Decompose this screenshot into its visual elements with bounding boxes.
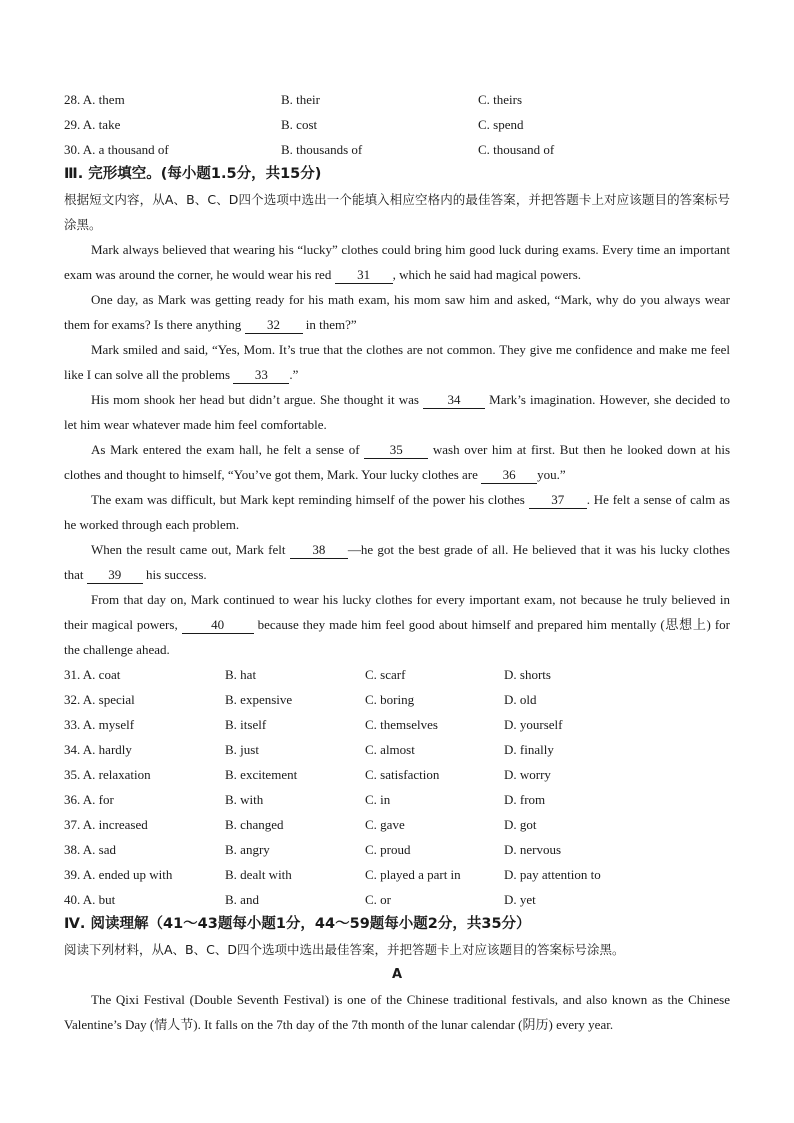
question-option-b: B. cost	[281, 116, 318, 132]
option-row	[64, 687, 730, 712]
question-option-c: C. spend	[478, 116, 524, 132]
blank-31: 31	[335, 267, 393, 284]
question-option-d: D. shorts	[504, 666, 551, 682]
question-option-b: B. just	[225, 741, 259, 757]
cloze-options	[64, 662, 730, 912]
question-option-a: 37. A. increased	[64, 816, 148, 832]
question-option-c: C. proud	[365, 841, 411, 857]
option-row	[64, 87, 730, 112]
question-option-b: B. angry	[225, 841, 270, 857]
question-option-c: C. scarf	[365, 666, 406, 682]
question-option-c: C. themselves	[365, 716, 438, 732]
passage-label: A	[391, 967, 403, 982]
question-option-b: B. thousands of	[281, 141, 363, 157]
question-option-a: 30. A. a thousand of	[64, 141, 169, 157]
question-option-c: C. played a part in	[365, 866, 461, 882]
question-option-c: C. satisfaction	[365, 766, 440, 782]
question-option-a: 36. A. for	[64, 791, 114, 807]
section-3-title: Ⅲ. 完形填空。(每小题1.5分，共15分)	[64, 166, 322, 182]
option-row	[64, 887, 730, 912]
passage-paragraph: His mom shook her head but didn’t argue. She thought it was 34 Mark’s imagination. However, she decided to let him wear whatever made him feel comfortable.	[64, 392, 730, 432]
section-4-title: Ⅳ. 阅读理解（41～43题每小题1分，44～59题每小题2分，共35分）	[64, 916, 531, 932]
blank-37: 37	[529, 492, 587, 509]
passage-paragraph: As Mark entered the exam hall, he felt a sense of 35 wash over him at first. But then he looked down at his clothes and thought to himself, “You’ve got them, Mark. Your lucky clothes are 36 you.”	[64, 442, 731, 482]
question-option-a: 39. A. ended up with	[64, 866, 173, 882]
question-option-c: C. in	[365, 791, 391, 807]
question-option-b: B. hat	[225, 666, 257, 682]
question-option-b: B. and	[225, 891, 259, 907]
blank-40: 40	[182, 617, 254, 634]
blank-34: 34	[423, 392, 485, 409]
option-row	[64, 737, 730, 762]
question-option-a: 33. A. myself	[64, 716, 135, 732]
question-option-c: C. thousand of	[478, 141, 555, 157]
section-3-instructions: 根据短文内容，从A、B、C、D四个选项中选出一个能填入相应空格内的最佳答案，并把答题卡上对应该题目的答案标号涂黑。	[64, 192, 730, 232]
option-row	[64, 787, 730, 812]
question-option-a: 34. A. hardly	[64, 741, 132, 757]
question-option-b: B. expensive	[225, 691, 293, 707]
question-option-a: 35. A. relaxation	[64, 766, 151, 782]
option-row	[64, 137, 730, 162]
question-option-c: C. or	[365, 891, 391, 907]
option-row	[64, 837, 730, 862]
option-row	[64, 812, 730, 837]
option-row	[64, 712, 730, 737]
exam-page	[64, 87, 730, 1037]
question-option-a: 38. A. sad	[64, 841, 117, 857]
option-row	[64, 112, 730, 137]
option-row	[64, 762, 730, 787]
option-row	[64, 662, 730, 687]
reading-paragraph: The Qixi Festival (Double Seventh Festival) is one of the Chinese traditional festivals, and also known as the Chinese Valentine’s Day (情人节). It falls on the 7th day of the 7th month of the lunar calendar (阴历) every year.	[64, 992, 730, 1032]
question-option-b: B. itself	[225, 716, 267, 732]
section-4-instructions: 阅读下列材料，从A、B、C、D四个选项中选出最佳答案，并把答题卡上对应该题目的答案标号涂黑。	[64, 942, 625, 957]
option-row	[64, 862, 730, 887]
passage-paragraph: Mark smiled and said, “Yes, Mom. It’s true that the clothes are not common. They give me confidence and make me feel like I can solve all the problems 33 .”	[64, 342, 730, 382]
previous-options	[64, 87, 730, 162]
question-option-d: D. old	[504, 691, 537, 707]
question-option-c: C. boring	[365, 691, 415, 707]
question-option-b: B. their	[281, 91, 320, 107]
blank-36: 36	[481, 467, 537, 484]
passage-paragraph: From that day on, Mark continued to wear his lucky clothes for every important exam, not because he truly believed in their magical powers, 40 because they made him feel good about himself and prepared him mentally (思想上) for the challenge ahead.	[64, 592, 730, 657]
passage-paragraph: The exam was difficult, but Mark kept reminding himself of the power his clothes 37 . He felt a sense of calm as he worked through each problem.	[64, 492, 730, 532]
question-option-d: D. yet	[504, 891, 536, 907]
question-option-a: 29. A. take	[64, 116, 121, 132]
passage-paragraph: Mark always believed that wearing his “lucky” clothes could bring him good luck during exams. Every time an important exam was around the corner, he would wear his red 31 , which he said had magical powers.	[64, 242, 730, 282]
question-option-a: 31. A. coat	[64, 666, 121, 682]
blank-35: 35	[364, 442, 428, 459]
blank-33: 33	[233, 367, 289, 384]
blank-38: 38	[290, 542, 348, 559]
passage-paragraph: One day, as Mark was getting ready for his math exam, his mom saw him and asked, “Mark, why do you always wear them for exams? Is there anything 32 in them?”	[64, 292, 730, 332]
question-option-a: 28. A. them	[64, 91, 125, 107]
question-option-d: D. got	[504, 816, 537, 832]
question-option-d: D. from	[504, 791, 546, 807]
question-option-c: C. gave	[365, 816, 405, 832]
question-option-b: B. changed	[225, 816, 284, 832]
question-option-b: B. with	[225, 791, 264, 807]
blank-39: 39	[87, 567, 143, 584]
question-option-b: B. dealt with	[225, 866, 292, 882]
question-option-a: 32. A. special	[64, 691, 135, 707]
cloze-passage	[64, 237, 730, 662]
question-option-d: D. finally	[504, 741, 554, 757]
question-option-c: C. theirs	[478, 91, 523, 107]
question-option-c: C. almost	[365, 741, 415, 757]
question-option-d: D. pay attention to	[504, 866, 601, 882]
question-option-d: D. worry	[504, 766, 551, 782]
question-option-d: D. yourself	[504, 716, 563, 732]
question-option-d: D. nervous	[504, 841, 562, 857]
question-option-a: 40. A. but	[64, 891, 116, 907]
blank-32: 32	[245, 317, 303, 334]
question-option-b: B. excitement	[225, 766, 298, 782]
passage-paragraph: When the result came out, Mark felt 38 —he got the best grade of all. He believed that it was his lucky clothes that 39 his success.	[64, 542, 730, 582]
